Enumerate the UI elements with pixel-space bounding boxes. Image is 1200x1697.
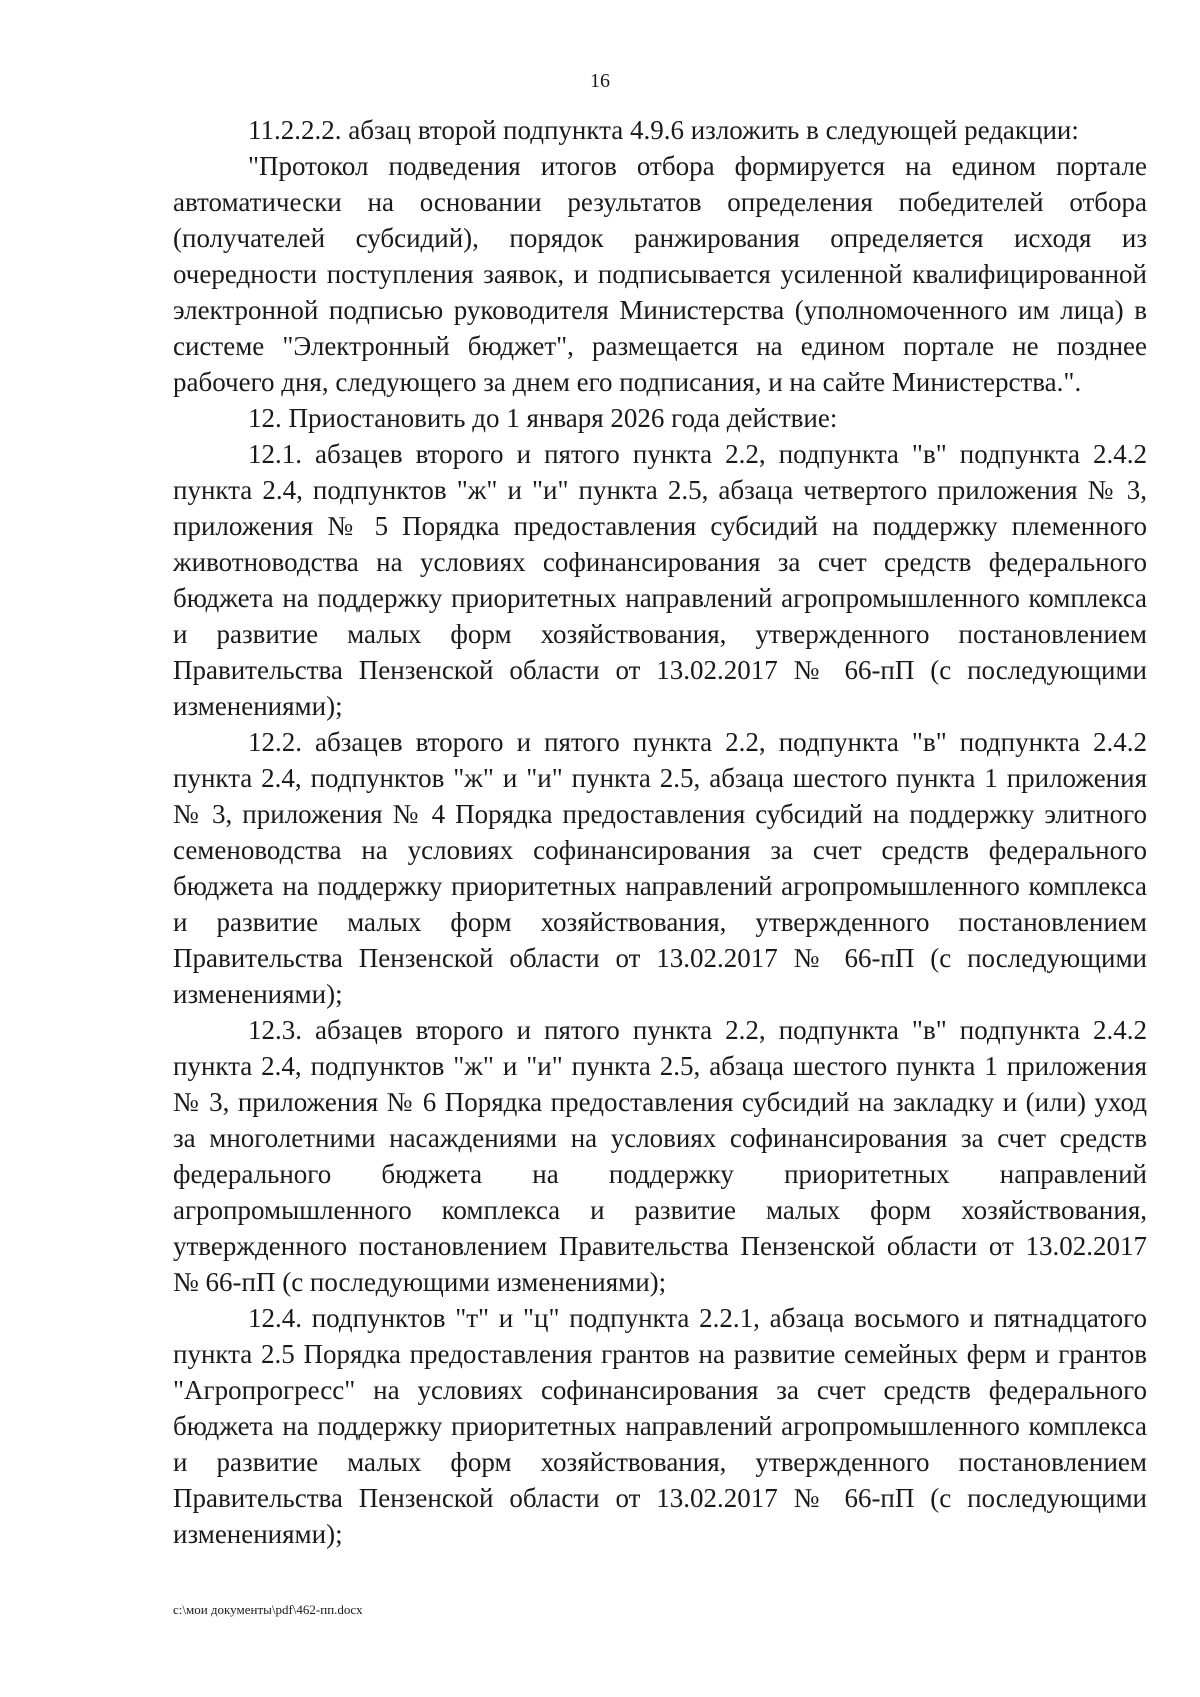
paragraph-12-2: 12.2. абзацев второго и пятого пункта 2.2, подпункта "в" подпункта 2.4.2 пункта 2.4, подпунктов "ж" и "и" пункта 2.5, абзаца шестого пункта 1 приложения № 3, приложения № 4 Порядка предоставления субсидий на поддержку элитного семеноводства на условиях софинансирования за счет средств федерального бюджета на поддержку приоритетных направлений агропромышленного комплекса и развитие малых форм хозяйствования, утвержденного постановлением Правительства Пензенской области от 13.02.2017 № 66-пП (с последующими изменениями); <box>173 727 1147 1009</box>
paragraph-12-3: 12.3. абзацев второго и пятого пункта 2.2, подпункта "в" подпункта 2.4.2 пункта 2.4, подпунктов "ж" и "и" пункта 2.5, абзаца шестого пункта 1 приложения № 3, приложения № 6 Порядка предоставления субсидий на закладку и (или) уход за многолетними насаждениями на условиях софинансирования за счет средств федерального бюджета на поддержку приоритетных направлений агропромышленного комплекса и развитие малых форм хозяйствования, утвержденного постановлением Правительства Пензенской области от 13.02.2017 № 66-пП (с последующими изменениями); <box>173 1015 1147 1297</box>
paragraph-12-1: 12.1. абзацев второго и пятого пункта 2.2, подпункта "в" подпункта 2.4.2 пункта 2.4, подпунктов "ж" и "и" пункта 2.5, абзаца четвертого приложения № 3, приложения № 5 Порядка предоставления субсидий на поддержку племенного животноводства на условиях софинансирования за счет средств федерального бюджета на поддержку приоритетных направлений агропромышленного комплекса и развитие малых форм хозяйствования, утвержденного постановлением Правительства Пензенской области от 13.02.2017 № 66-пП (с последующими изменениями); <box>173 439 1147 721</box>
document-body <box>173 112 1147 1552</box>
footer-file-path: c:\мои документы\pdf\462-пп.docx <box>173 1602 363 1617</box>
paragraph-protocol-text: "Протокол подведения итогов отбора формируется на едином портале автоматически на основании результатов определения победителей отбора (получателей субсидий), порядок ранжирования определяется исходя из очередности поступления заявок, и подписывается усиленной квалифицированной электронной подписью руководителя Министерства (уполномоченного им лица) в системе "Электронный бюджет", размещается на едином портале не позднее рабочего дня, следующего за днем его подписания, и на сайте Министерства.". <box>173 151 1147 397</box>
paragraph-11-2-2-2: 11.2.2.2. абзац второй подпункта 4.9.6 изложить в следующей редакции: <box>248 115 1079 145</box>
page-number: 16 <box>590 70 610 92</box>
paragraph-12: 12. Приостановить до 1 января 2026 года действие: <box>248 403 838 433</box>
paragraph-12-4: 12.4. подпунктов "т" и "ц" подпункта 2.2.1, абзаца восьмого и пятнадцатого пункта 2.5 Порядка предоставления грантов на развитие семейных ферм и грантов "Агропрогресс" на условиях софинансирования за счет средств федерального бюджета на поддержку приоритетных направлений агропромышленного комплекса и развитие малых форм хозяйствования, утвержденного постановлением Правительства Пензенской области от 13.02.2017 № 66-пП (с последующими изменениями); <box>173 1303 1147 1549</box>
